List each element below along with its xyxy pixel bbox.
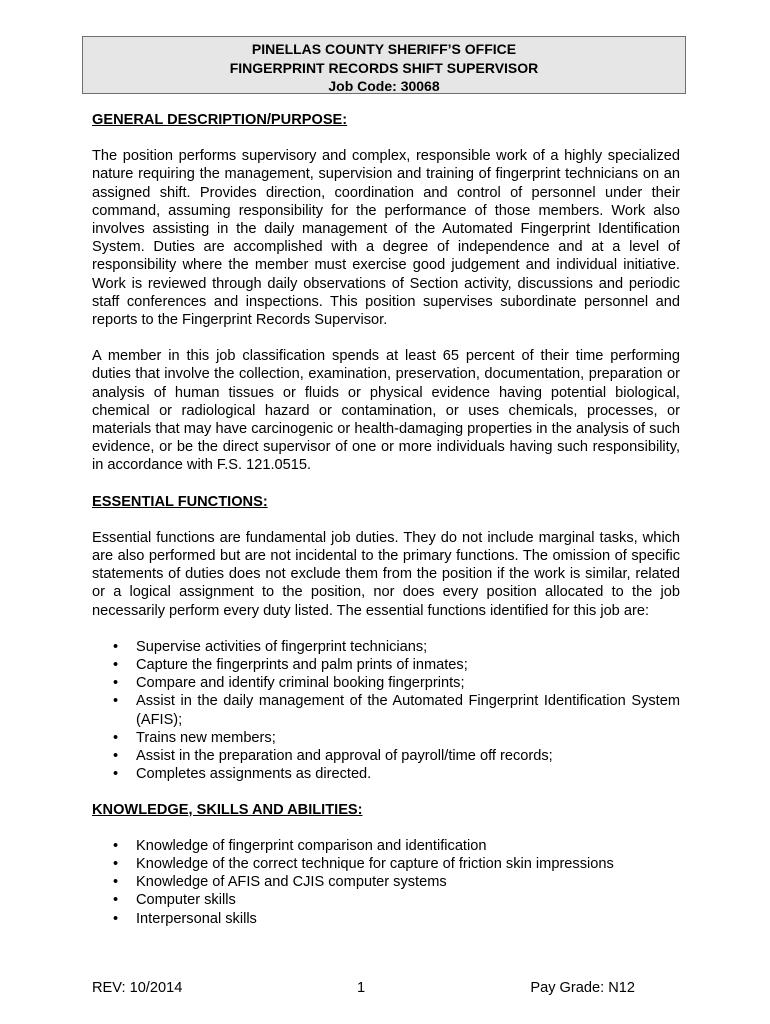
bullet-icon: • bbox=[113, 910, 119, 927]
revision-date: REV: 10/2014 bbox=[92, 980, 183, 996]
list-item: • Trains new members; bbox=[113, 729, 276, 746]
list-item: • Computer skills bbox=[113, 892, 236, 909]
bullet-icon: • bbox=[113, 892, 119, 909]
list-item: • Interpersonal skills bbox=[113, 910, 257, 927]
general-description-heading: GENERAL DESCRIPTION/PURPOSE: bbox=[92, 112, 348, 128]
list-item: • Completes assignments as directed. bbox=[113, 766, 372, 783]
list-item: • Assist in the daily management of the Automated Fingerprint Identification System (AFIS); bbox=[113, 693, 680, 728]
list-item: • Knowledge of the correct technique for capture of friction skin impressions bbox=[113, 855, 614, 872]
bullet-icon: • bbox=[113, 638, 119, 655]
page-number: 1 bbox=[357, 980, 366, 996]
bullet-icon: • bbox=[113, 748, 119, 765]
bullet-icon: • bbox=[113, 766, 119, 783]
bullet-icon: • bbox=[113, 855, 119, 872]
ksa-heading: KNOWLEDGE, SKILLS AND ABILITIES: bbox=[92, 801, 363, 818]
list-item: • Supervise activities of fingerprint technicians; bbox=[113, 638, 428, 655]
bullet-icon: • bbox=[113, 837, 119, 854]
job-code: Job Code: 30068 bbox=[328, 78, 440, 94]
bullet-icon: • bbox=[113, 874, 119, 891]
list-item: • Compare and identify criminal booking fingerprints; bbox=[113, 675, 465, 692]
title-box bbox=[82, 36, 686, 94]
page-footer bbox=[92, 980, 680, 1000]
bullet-icon: • bbox=[113, 729, 119, 746]
general-description-paragraph: The position performs supervisory and complex, responsible work of a highly specialized nature requiring the management, supervision and training of fingerprint technicians on an assigned shift. Provides direction, coordination and control of personnel under their command, assuming responsibility for the performance of those members. Work also involves assisting in the daily management of the Automated Fingerprint Identification System. Duties are accomplished with a degree of independence and at a level of responsibility where the member must exercise good judgement and individual initiative. Work is reviewed through daily observations of Section activity, discussions and periodic staff conferences and inspections. This position supervises subordinate personnel and reports to the Fingerprint Records Supervisor. bbox=[92, 148, 680, 329]
ksa-list bbox=[92, 837, 680, 928]
bullet-icon: • bbox=[113, 675, 119, 692]
agency-title: PINELLAS COUNTY SHERIFF’S OFFICE bbox=[251, 41, 517, 57]
list-item: • Capture the fingerprints and palm prints of inmates; bbox=[113, 657, 468, 674]
document-body bbox=[92, 111, 680, 945]
bullet-icon: • bbox=[113, 693, 119, 710]
hazard-classification-paragraph: A member in this job classification spends at least 65 percent of their time performing duties that involve the collection, examination, preservation, documentation, preparation or analysis of human tissues or fluids or physical evidence having potential biological, chemical or radiological hazard or contamination, or uses chemicals, processes, or materials that may have carcinogenic or health-damaging properties in the analysis of such evidence, or be the direct supervisor of one or more individuals having such responsibility, in accordance with F.S. 121.0515. bbox=[92, 348, 680, 474]
list-item: • Knowledge of AFIS and CJIS computer systems bbox=[113, 874, 447, 891]
essential-functions-paragraph: Essential functions are fundamental job duties. They do not include marginal tasks, which are also performed but are not incidental to the primary functions. The omission of specific statements of duties does not exclude them from the position if the work is similar, related or a logical assignment to the position, nor does every position allocated to the job necessarily perform every duty listed. The essential functions identified for this job are: bbox=[92, 529, 680, 619]
list-item: • Assist in the preparation and approval of payroll/time off records; bbox=[113, 748, 553, 765]
job-title: FINGERPRINT RECORDS SHIFT SUPERVISOR bbox=[229, 59, 539, 76]
essential-functions-heading: ESSENTIAL FUNCTIONS: bbox=[92, 493, 268, 510]
list-item: • Knowledge of fingerprint comparison and identification bbox=[113, 837, 487, 854]
essential-functions-list bbox=[92, 638, 680, 784]
pay-grade: Pay Grade: N12 bbox=[530, 980, 635, 996]
bullet-icon: • bbox=[113, 657, 119, 674]
